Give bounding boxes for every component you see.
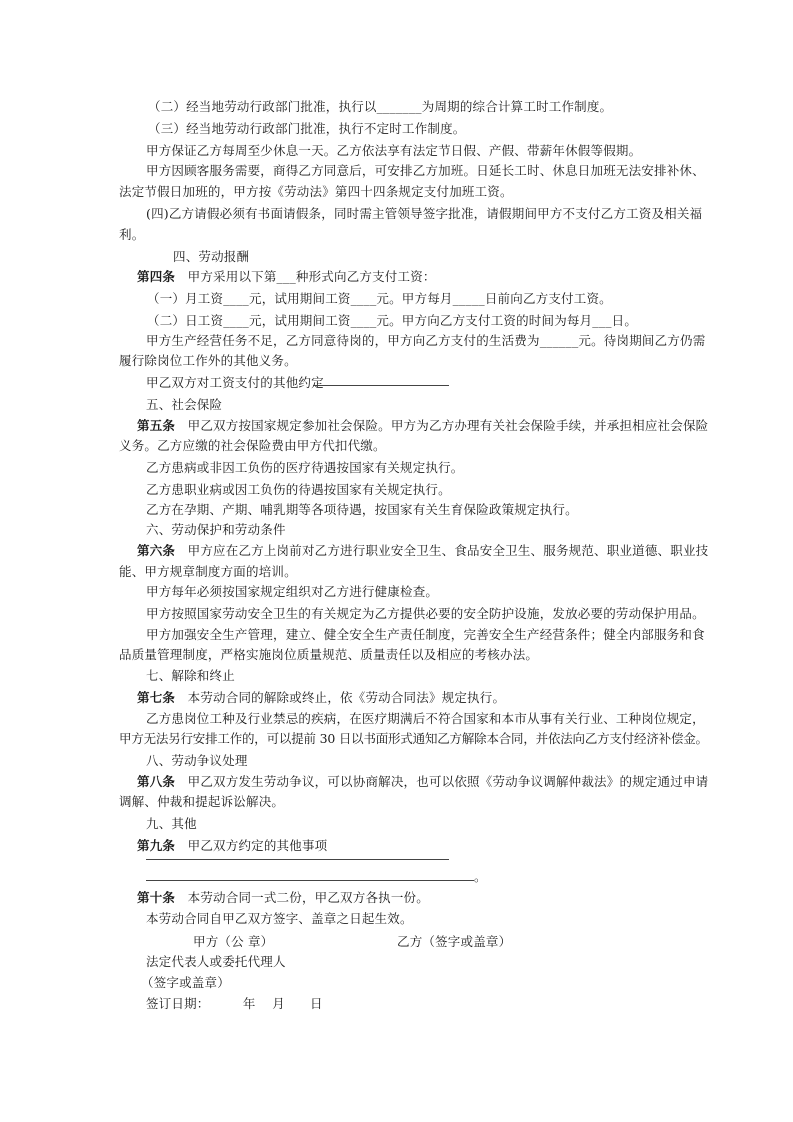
overtime-text-1: 甲方因顾客服务需要，商得乙方同意后，可安排乙方加班。日延长工时、休息日加班无法安排补休、 bbox=[146, 163, 705, 178]
section-heading-7: 七、解除和终止 bbox=[146, 668, 235, 683]
article-5-label: 第五条 bbox=[137, 418, 176, 433]
clause-hours-3: （三）经当地劳动行政部门批准，执行不定时工作制度。 bbox=[148, 121, 466, 136]
injury-text: 乙方患职业病或因工负伤的待遇按国家有关规定执行。 bbox=[146, 482, 451, 497]
termination-text-2: 甲方无法另行安排工作的，可以提前 30 日以书面形式通知乙方解除本合同，并依法向乙方支付经济补偿金。 bbox=[119, 731, 708, 746]
monthly-wage-text: （一）月工资____元，试用期间工资____元。甲方每月_____日前向乙方支付工资。 bbox=[147, 291, 612, 306]
article-5 bbox=[137, 418, 708, 434]
section-heading-5: 五、社会保险 bbox=[146, 397, 223, 412]
maternity-text: 乙方在孕期、产期、哺乳期等各项待遇，按国家有关生育保险政策规定执行。 bbox=[146, 502, 578, 517]
article-8 bbox=[137, 774, 708, 790]
effective-text: 本劳动合同自甲乙双方签字、盖章之日起生效。 bbox=[146, 911, 413, 926]
standby-text-2: 履行除岗位工作外的其他义务。 bbox=[119, 353, 297, 368]
other-matters-blank-2 bbox=[146, 880, 474, 881]
article-9-text: 甲乙双方约定的其他事项 bbox=[187, 838, 328, 853]
termination-text-1: 乙方患岗位工种及行业禁忌的疾病，在医疗期满后不符合国家和本市从事有关行业、工种岗位规定， bbox=[146, 711, 705, 726]
insurance-text-2: 义务。乙方应缴的社会保险费由甲方代扣代缴。 bbox=[119, 438, 386, 453]
sign-date: 签订日期： 年 月 日 bbox=[146, 996, 323, 1011]
article-9 bbox=[137, 838, 327, 854]
article-4-label: 第四条 bbox=[137, 269, 176, 284]
legal-rep-label: 法定代表人或委托代理人 bbox=[146, 954, 286, 969]
article-8-text: 甲乙双方发生劳动争议，可以协商解决，也可以依照《劳动争议调解仲裁法》的规定通过申请 bbox=[187, 774, 709, 789]
article-10-label: 第十条 bbox=[137, 890, 176, 905]
party-a-seal: 甲方（公 章） bbox=[193, 934, 274, 949]
article-7-text: 本劳动合同的解除或终止，依《劳动合同法》规定执行。 bbox=[187, 690, 506, 705]
article-10-text: 本劳动合同一式二份，甲乙双方各执一份。 bbox=[187, 890, 429, 905]
article-7 bbox=[137, 690, 505, 706]
daily-wage-text: （二）日工资____元，试用期间工资____元。甲方向乙方支付工资的时间为每月___日。 bbox=[147, 313, 638, 328]
training-text-2: 能、甲方规章制度方面的培训。 bbox=[119, 564, 297, 579]
sign-seal-label: （签字或盖章） bbox=[141, 975, 230, 990]
overtime-text-2: 法定节假日加班的，甲方按《劳动法》第四十四条规定支付加班工资。 bbox=[119, 184, 513, 199]
section-heading-8: 八、劳动争议处理 bbox=[146, 753, 248, 768]
standby-text-1: 甲方生产经营任务不足，乙方同意待岗的，甲方向乙方支付的生活费为______元。待岗期间乙方仍需 bbox=[146, 333, 706, 348]
wage-other-blank bbox=[313, 385, 449, 386]
other-matters-end: 。 bbox=[474, 869, 487, 884]
article-9-label: 第九条 bbox=[137, 838, 176, 853]
other-matters-blank-1 bbox=[146, 859, 449, 860]
leave-text-1: (四)乙方请假必须有书面请假条，同时需主管领导签字批准，请假期间甲方不支付乙方工资及相关福 bbox=[146, 206, 703, 221]
party-b-seal: 乙方（签字或盖章） bbox=[397, 934, 512, 949]
wage-other-label: 甲乙双方对工资支付的其他约定 bbox=[146, 375, 324, 390]
section-heading-6: 六、劳动保护和劳动条件 bbox=[146, 522, 286, 537]
article-6-label: 第六条 bbox=[137, 543, 176, 558]
article-6-text: 甲方应在乙方上岗前对乙方进行职业安全卫生、食品安全卫生、服务规范、职业道德、职业技 bbox=[187, 543, 709, 558]
article-10 bbox=[137, 890, 429, 906]
clause-hours-2: （二）经当地劳动行政部门批准，执行以_______为周期的综合计算工时工作制度。 bbox=[148, 99, 613, 114]
article-8-label: 第八条 bbox=[137, 774, 176, 789]
article-4-text: 甲方采用以下第___种形式向乙方支付工资： bbox=[187, 269, 436, 284]
leave-text-2: 利。 bbox=[119, 227, 145, 242]
section-heading-9: 九、其他 bbox=[146, 816, 197, 831]
safety-facility-text: 甲方按照国家劳动安全卫生的有关规定为乙方提供必要的安全防护设施，发放必要的劳动保护用品。 bbox=[146, 606, 705, 621]
safety-mgmt-text-2: 品质量管理制度，严格实施岗位质量规范、质量责任以及相应的考核办法。 bbox=[119, 647, 539, 662]
article-5-text: 甲乙双方按国家规定参加社会保险。甲方为乙方办理有关社会保险手续，并承担相应社会保险 bbox=[187, 418, 709, 433]
health-check-text: 甲方每年必须按国家规定组织对乙方进行健康检查。 bbox=[146, 584, 439, 599]
rest-day-text: 甲方保证乙方每周至少休息一天。乙方依法享有法定节日假、产假、带薪年休假等假期。 bbox=[146, 143, 642, 158]
article-4 bbox=[137, 269, 436, 285]
medical-text: 乙方患病或非因工负伤的医疗待遇按国家有关规定执行。 bbox=[146, 460, 464, 475]
section-heading-4: 四、劳动报酬 bbox=[173, 249, 250, 264]
safety-mgmt-text-1: 甲方加强安全生产管理，建立、健全安全生产责任制度，完善安全生产经营条件；健全内部服务和食 bbox=[146, 627, 705, 642]
dispute-text-2: 调解、仲裁和提起诉讼解决。 bbox=[119, 794, 285, 809]
article-7-label: 第七条 bbox=[137, 690, 176, 705]
article-6 bbox=[137, 543, 708, 559]
